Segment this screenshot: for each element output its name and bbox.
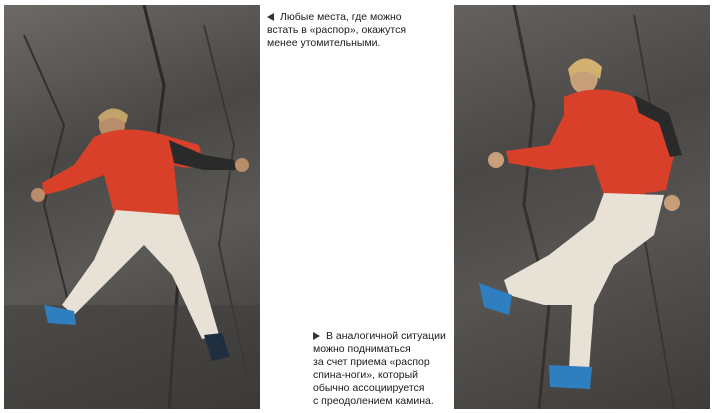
caption-bottom-line-1 bbox=[313, 330, 453, 343]
caption-top-line-2: встать в «распор», окажутся bbox=[267, 24, 407, 36]
triangle-left-outline-icon bbox=[267, 13, 274, 21]
photo-climber-bridging bbox=[4, 5, 260, 409]
caption-bottom-line-5: обычно ассоциируется bbox=[313, 382, 425, 394]
caption-bottom-line-6: с преодолением камина. bbox=[313, 395, 434, 407]
caption-bottom-line-4: спина-ноги», который bbox=[313, 369, 419, 381]
caption-top-line-3: менее утомительными. bbox=[267, 37, 381, 49]
climber-illustration-right bbox=[454, 5, 710, 409]
climber-illustration-left bbox=[4, 5, 260, 409]
triangle-right-outline-icon bbox=[313, 332, 320, 340]
caption-top-text-1: Любые места, где можно bbox=[280, 11, 402, 23]
photo-climber-back-and-foot bbox=[454, 5, 710, 409]
caption-bottom-text-1: В аналогичной ситуации bbox=[326, 330, 446, 342]
caption-bottom bbox=[313, 330, 453, 408]
caption-bottom-line-3: за счет приема «распор bbox=[313, 356, 430, 368]
caption-bottom-line-2: можно подниматься bbox=[313, 343, 411, 355]
caption-top bbox=[267, 11, 442, 50]
caption-top-line-1 bbox=[267, 11, 442, 24]
